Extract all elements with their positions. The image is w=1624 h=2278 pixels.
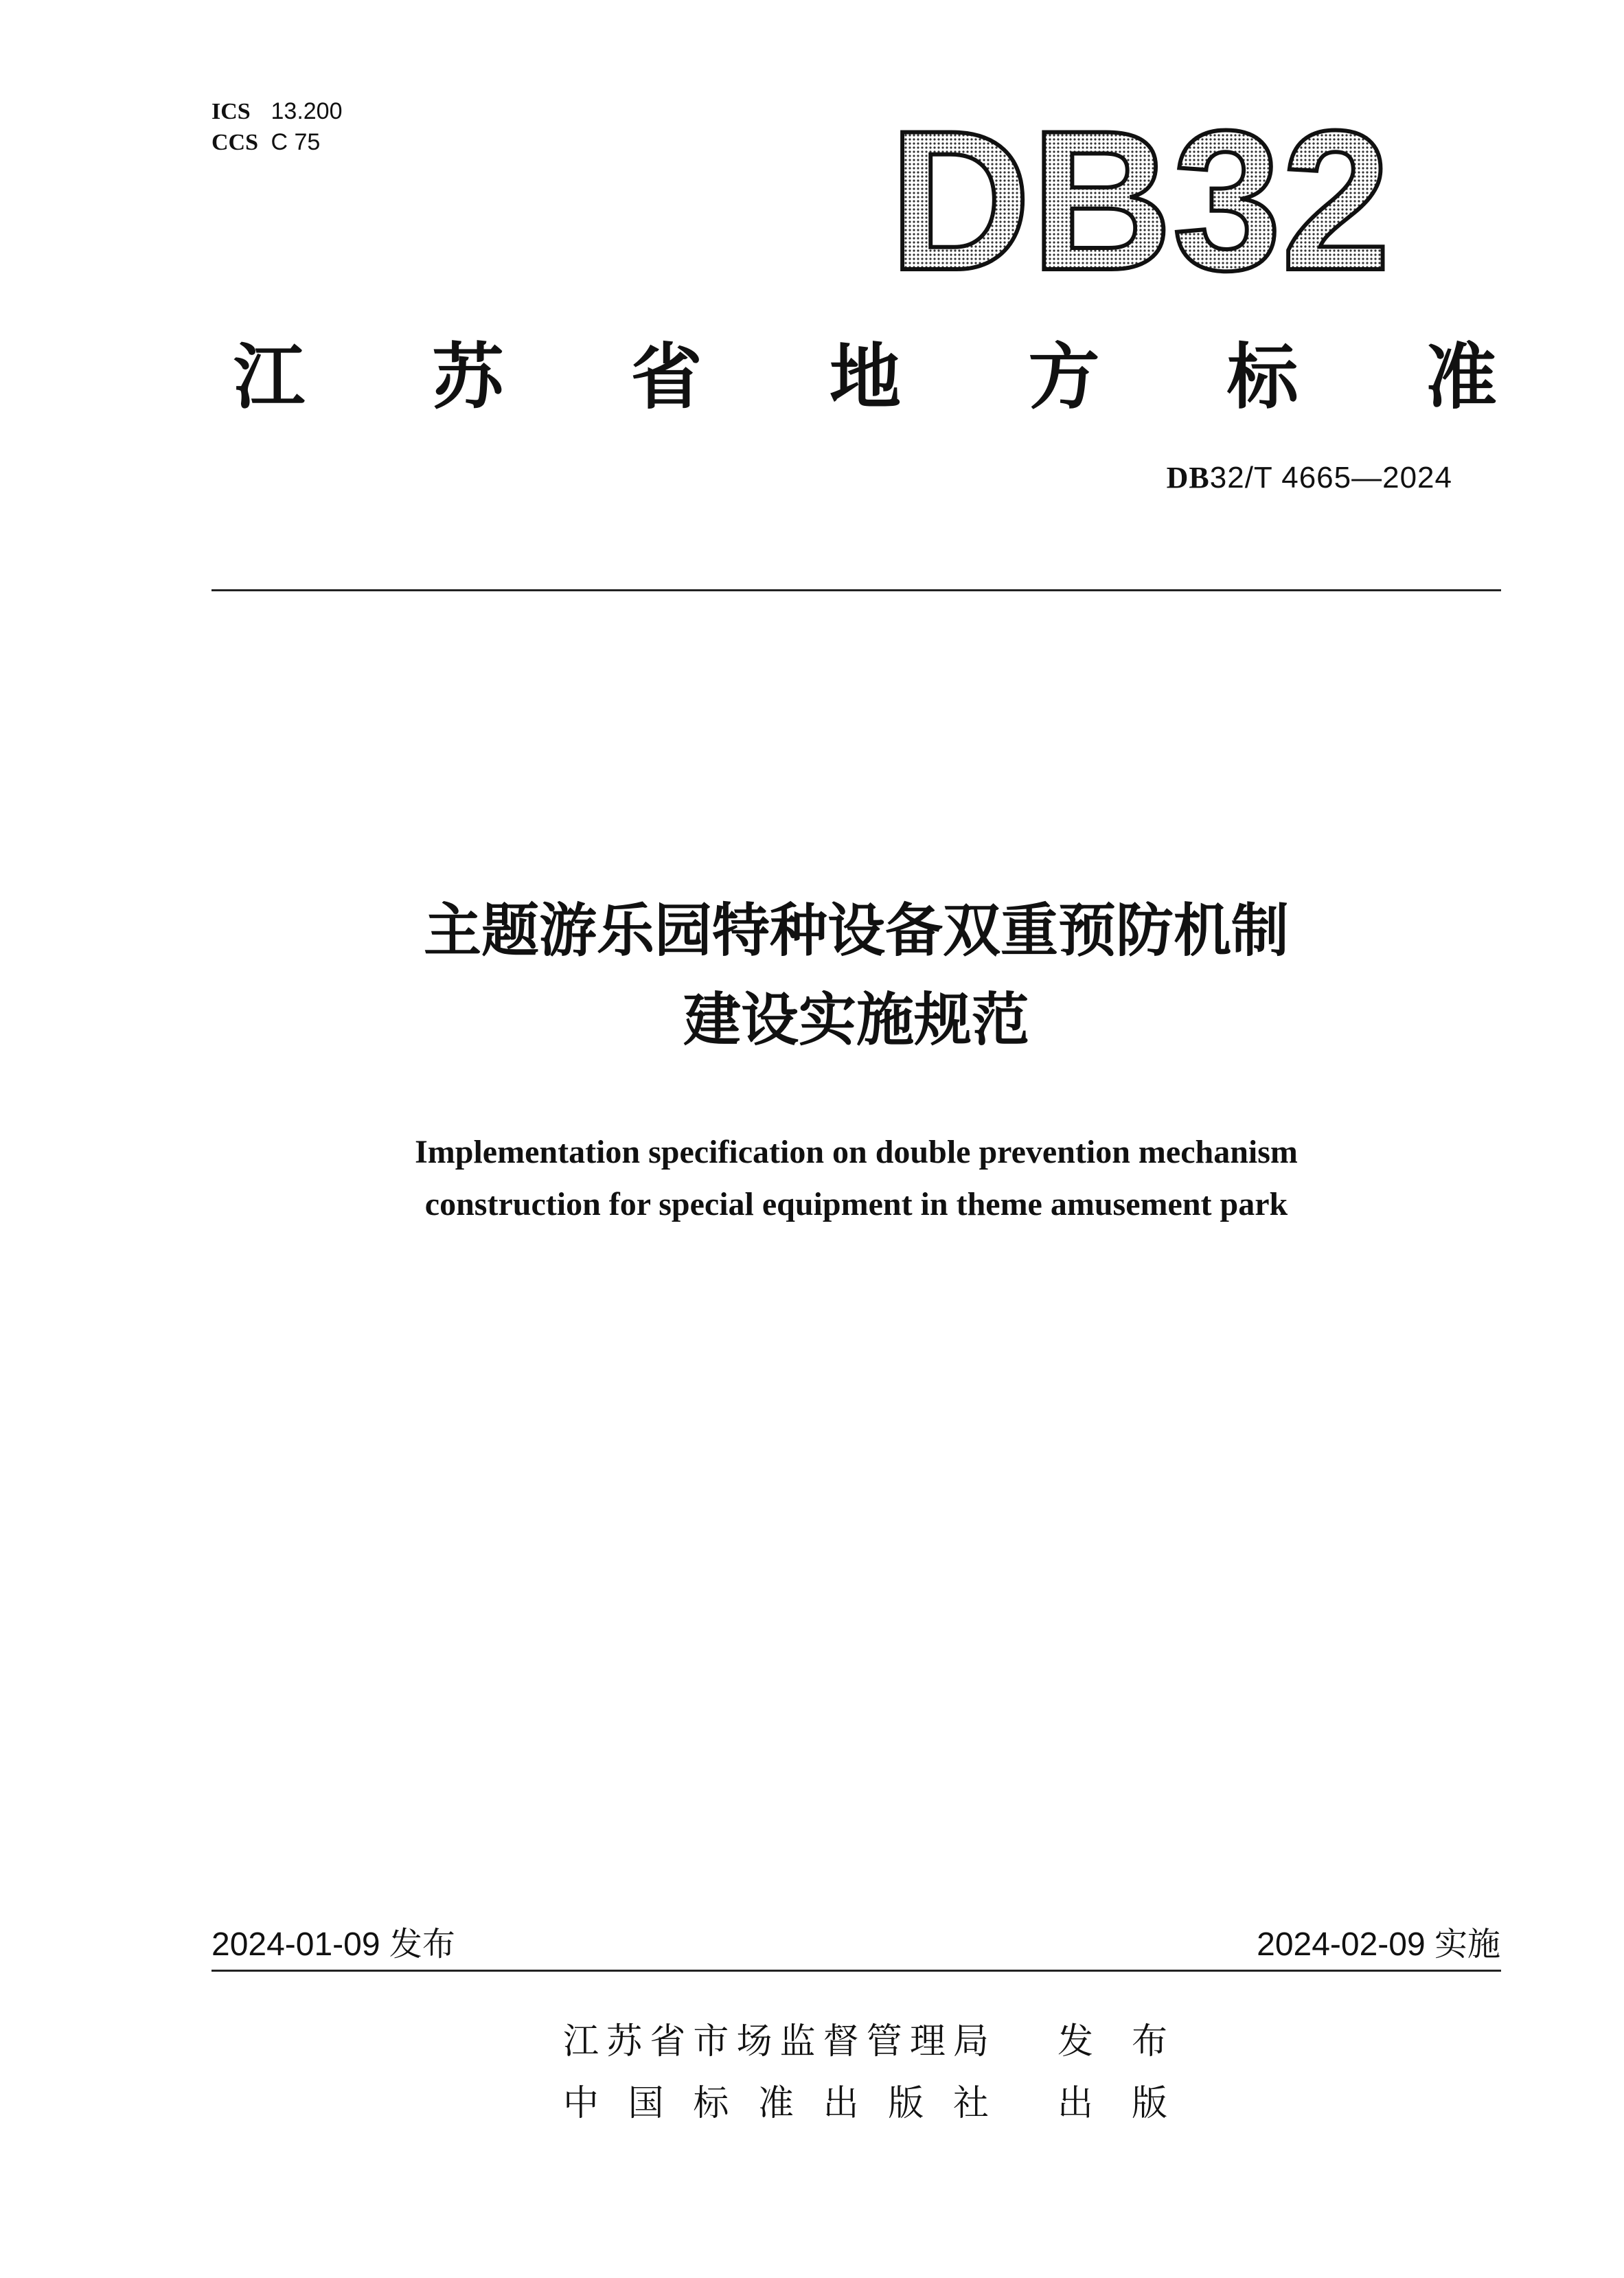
ccs-label: CCS [211, 130, 259, 155]
publisher-char: 出 [1057, 2083, 1094, 2124]
english-title-line-2: construction for special equipment in theme amusement park [424, 1186, 1288, 1222]
publisher-char: 社 [952, 2083, 989, 2124]
ics-label: ICS [211, 99, 251, 124]
english-title [211, 1126, 1501, 1231]
ccs-value: C 75 [271, 129, 321, 155]
issue-date: 2024-01-09 发布 [211, 1926, 455, 1963]
publisher-char: 苏 [606, 2021, 643, 2062]
logo-text: DB32 [889, 96, 1391, 302]
title-char: 准 [1425, 335, 1497, 419]
db32-logo [879, 96, 1401, 302]
publisher-action [1057, 2074, 1167, 2126]
chinese-title [211, 886, 1501, 1064]
publisher-action [1057, 2012, 1167, 2064]
standard-number [1167, 460, 1452, 495]
top-divider [211, 589, 1501, 591]
publisher-char: 督 [823, 2021, 859, 2062]
title-char: 标 [1226, 335, 1299, 419]
ccs-line [211, 127, 343, 158]
ics-line [211, 96, 343, 127]
publisher-char: 布 [1131, 2021, 1167, 2062]
chinese-title-line-1: 主题游乐园特种设备双重预防机制 [423, 897, 1289, 964]
publisher-char: 局 [952, 2021, 989, 2062]
classification-codes [211, 96, 343, 158]
standard-number-prefix: DB [1166, 461, 1210, 494]
title-char: 地 [829, 335, 901, 419]
publisher-char: 标 [693, 2083, 729, 2124]
publisher-char: 发 [1057, 2021, 1094, 2062]
publisher-char: 版 [1131, 2083, 1167, 2124]
title-char: 江 [233, 335, 306, 419]
publisher-char: 省 [650, 2021, 686, 2062]
bottom-divider [211, 1970, 1501, 1972]
title-char: 方 [1028, 335, 1100, 419]
publisher-char: 中 [563, 2083, 599, 2124]
publisher-char: 准 [757, 2083, 794, 2124]
english-title-line-1: Implementation specification on double prevention mechanism [415, 1134, 1298, 1170]
publisher-char: 场 [736, 2021, 773, 2062]
standard-number-rest: 32/T 4665—2024 [1209, 461, 1452, 494]
publisher-char: 江 [563, 2021, 599, 2062]
ics-value: 13.200 [271, 98, 343, 124]
publisher-row [563, 2012, 1167, 2064]
publisher-org [563, 2012, 989, 2064]
title-char: 苏 [432, 335, 504, 419]
publisher-char: 出 [823, 2083, 859, 2124]
publisher-org [563, 2074, 989, 2126]
publisher-char: 监 [779, 2021, 816, 2062]
publisher-char: 管 [866, 2021, 902, 2062]
publisher-char: 国 [628, 2083, 664, 2124]
publisher-char: 市 [693, 2021, 729, 2062]
implementation-date: 2024-02-09 实施 [1257, 1926, 1500, 1963]
publisher-char: 版 [888, 2083, 924, 2124]
publisher-row [563, 2074, 1167, 2126]
publisher-char: 理 [909, 2021, 946, 2062]
province-standard-title [233, 323, 1497, 419]
title-char: 省 [630, 335, 702, 419]
chinese-title-line-2: 建设实施规范 [683, 986, 1029, 1053]
